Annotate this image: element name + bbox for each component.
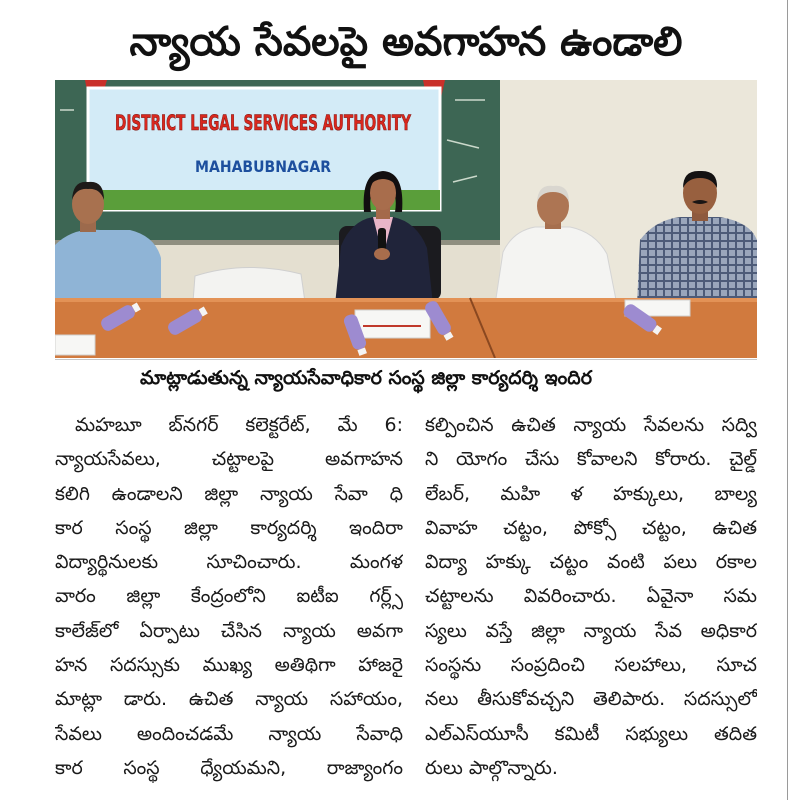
banner-subtitle: MAHABUBNAGAR — [195, 157, 331, 176]
article-line: వారం జిల్లా కేంద్రంలోని ఐటీఐ గర్ల్స్ — [55, 585, 403, 608]
article-line: విద్యార్థినులకు సూచించారు. మంగళ — [55, 551, 403, 574]
article-line: మహబూ బ్‌నగర్ కలెక్టరేట్, మే 6: — [75, 414, 403, 436]
article-line: విద్యా హక్కు చట్టం వంటి పలు రకాల — [425, 551, 757, 574]
clipping-edge-line — [787, 0, 788, 800]
article-line: కలిగి ఉండాలని జిల్లా న్యాయ సేవా ధి — [55, 482, 403, 505]
article-left-column — [55, 408, 403, 785]
article-line: నలు తీసుకోవచ్చని తెలిపారు. సదస్సులో — [425, 688, 757, 711]
article-line: రులు పాల్గొన్నారు. — [425, 756, 558, 779]
event-photo — [55, 80, 757, 358]
article-line: ఎల్ఎస్‌యూసీ కమిటీ సభ్యులు తదిత — [425, 722, 757, 745]
article-line: హన సదస్సుకు ముఖ్య అతిథిగా హాజరై — [55, 654, 403, 677]
article-line: వివాహ చట్టం, పోక్సో చట్టం, ఉచిత — [425, 516, 757, 539]
article-line: న్యాయసేవలు, చట్టాలపై అవగాహన — [55, 448, 403, 471]
banner-title: DISTRICT LEGAL SERVICES AUTHORITY — [115, 111, 412, 135]
article-line: కాలేజ్‌లో ఏర్పాటు చేసిన న్యాయ అవగా — [55, 619, 403, 642]
article-line: లేబర్, మహి ళ హక్కులు, బాల్య — [425, 482, 757, 505]
shirt — [55, 230, 161, 305]
article-right-column — [425, 408, 757, 785]
hand — [374, 248, 390, 260]
article-line: చట్టాలను వివరించారు. ఏవైనా సమ — [425, 585, 757, 608]
headline: న్యాయ సేవలపై అవగాహన ఉండాలి — [129, 19, 683, 65]
news-photo — [55, 80, 757, 358]
article-line: స్యలు వస్తే జిల్లా న్యాయ సేవ అధికార — [425, 619, 757, 642]
article-line: కార సంస్థ ధ్యేయమని, రాజ్యాంగం — [55, 756, 403, 779]
article-line: ని యోగం చేసు కోవాలని కోరారు. చైల్డ్ — [425, 448, 757, 471]
plastic-chair — [193, 267, 305, 302]
article-line: సేవలు అందించడమే న్యాయ సేవాధి — [55, 722, 403, 745]
paper-sheet-left — [55, 335, 95, 355]
article-line: కల్పించిన ఉచిత న్యాయ సేవలను సద్వి — [425, 414, 757, 436]
document-papers — [355, 310, 430, 338]
article-line: కార సంస్థ జిల్లా కార్యదర్శి ఇందిరా — [55, 516, 403, 539]
photo-divider — [55, 359, 757, 360]
photo-caption: మాట్లాడుతున్న న్యాయసేవాధికార సంస్థ జిల్లా కార్యదర్శి ఇందిర — [140, 367, 592, 389]
article-line: సంస్థను సంప్రదించి సలహాలు, సూచ — [425, 654, 757, 677]
checked-shirt — [637, 217, 757, 305]
article-line: మాట్లా డారు. ఉచిత న్యాయ సహాయం, — [55, 688, 403, 711]
